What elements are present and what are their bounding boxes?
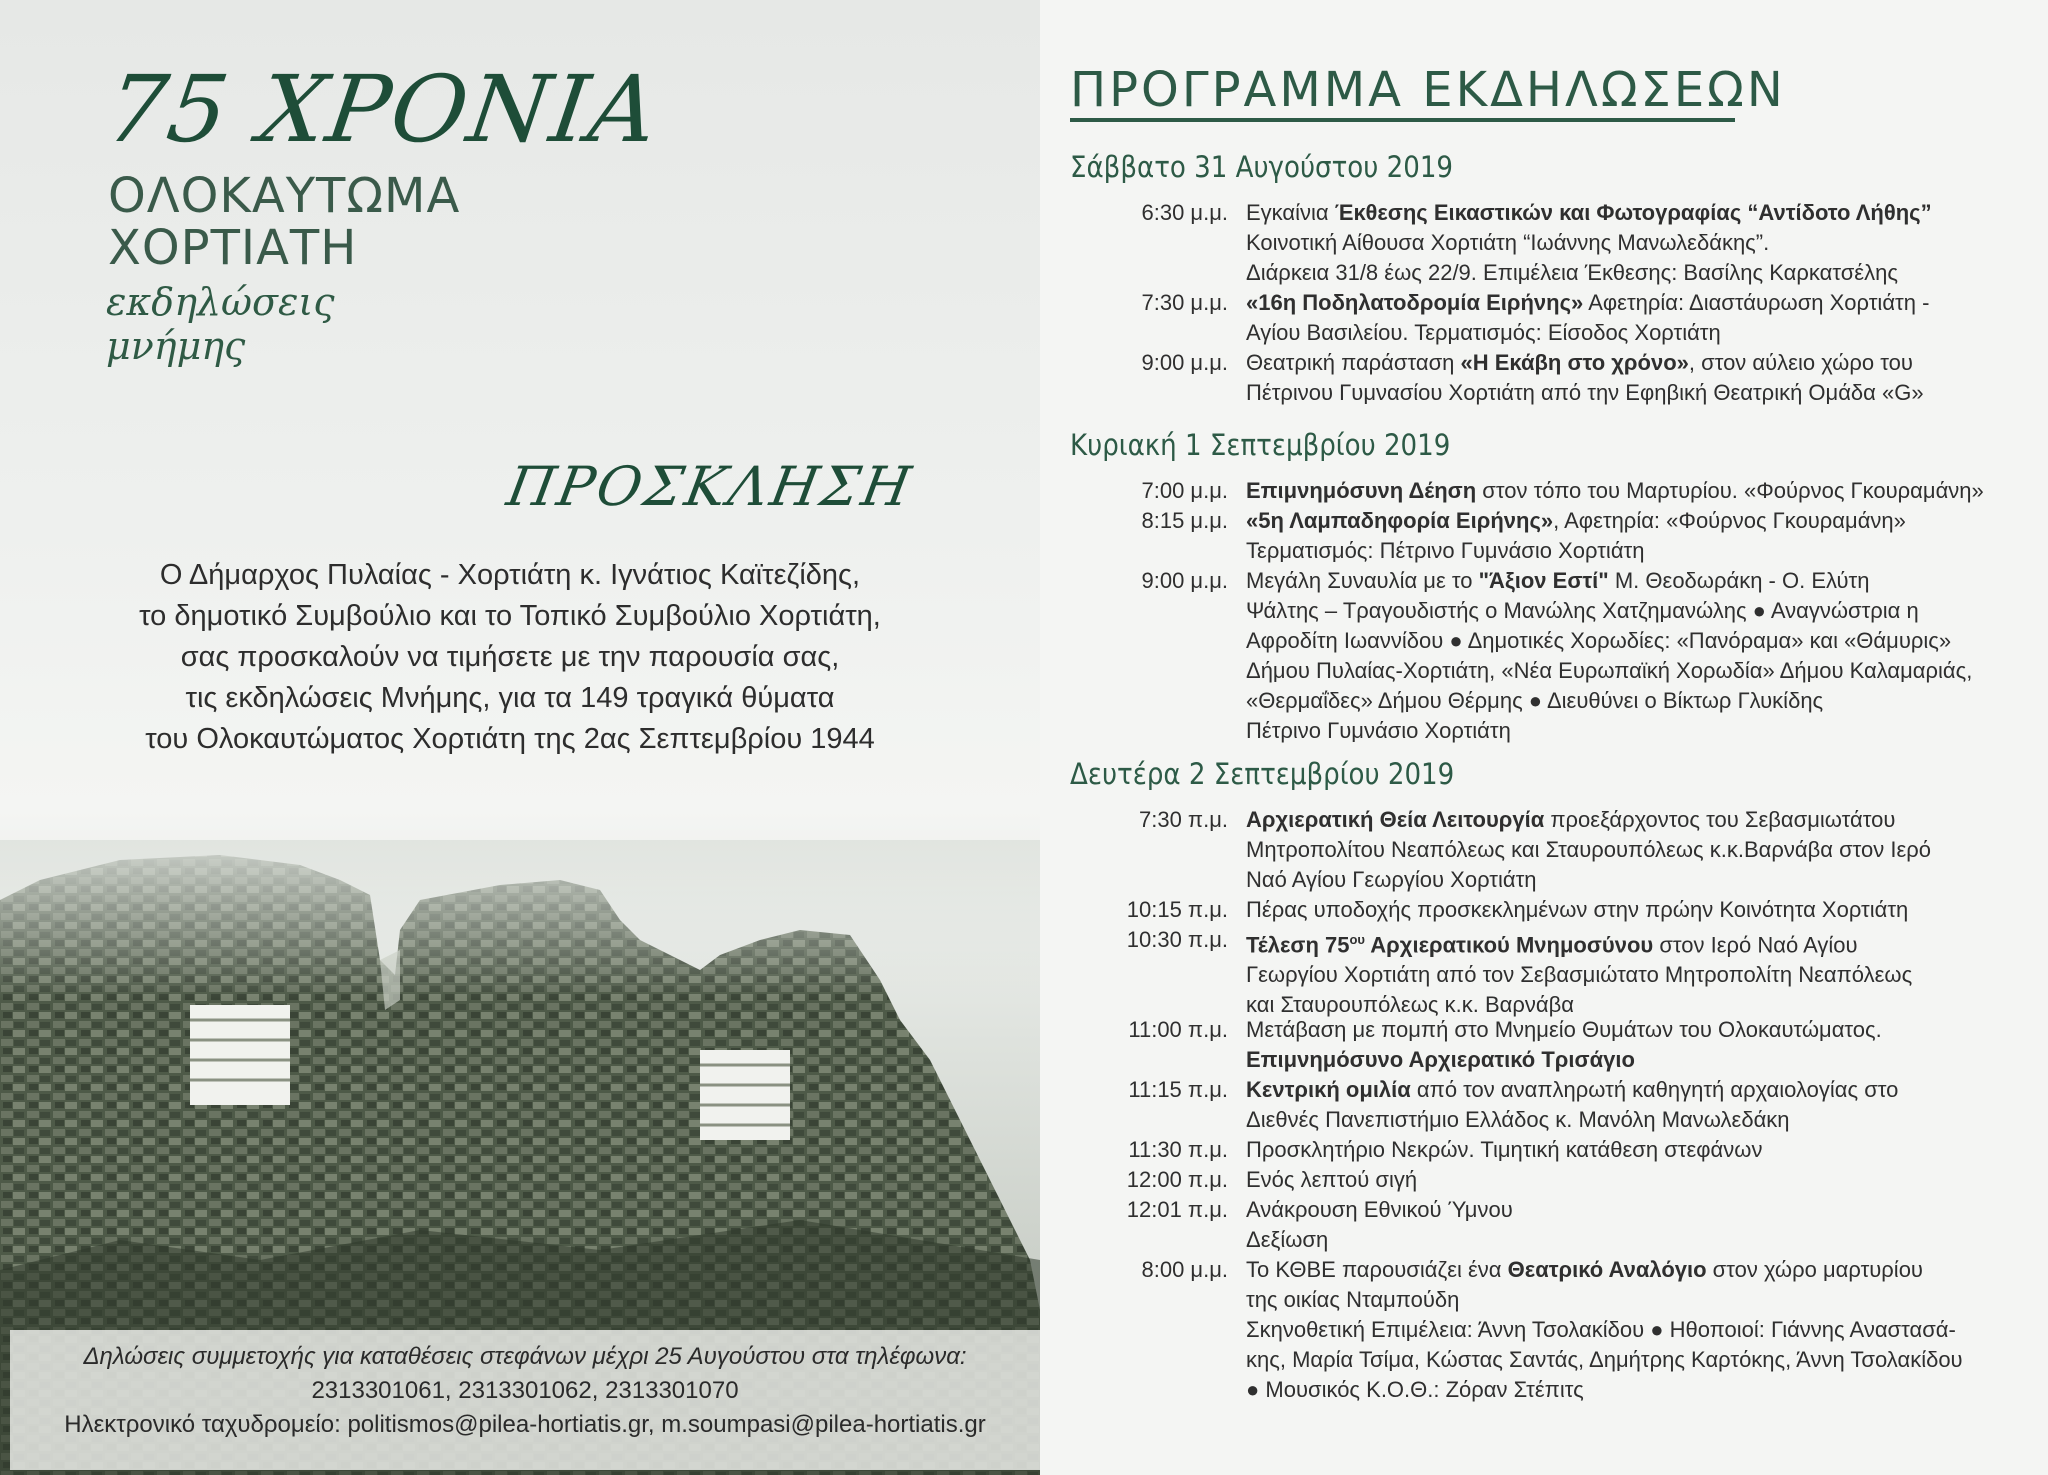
event-text-segment: Σκηνοθετική Επιμέλεια: Άννη Τσολακίδου ● Ηθοποιοί: Γιάννης Αναστασά- [1246,1317,1956,1342]
event-description-line [1246,1225,2046,1255]
event-text-segment: Ανάκρουση Εθνικού Ύμνου [1246,1197,1513,1222]
event-time: 9:00 μ.μ. [1141,350,1228,375]
event-description-line [1246,925,2046,960]
event-text-segment: Τέλεση 75 [1246,932,1350,958]
event-text-segment: Γεωργίου Χορτιάτη από τον Σεβασμιώτατο Μητροπολίτη Νεαπόλεως [1246,962,1913,988]
event-description-line [1246,378,2046,408]
event-text-segment: Τερματισμός: Πέτρινο Γυμνάσιο Χορτιάτη [1246,538,1645,563]
event-text-segment: Επιμνημόσυνο Αρχιερατικό Τρισάγιο [1246,1047,1635,1072]
event-description-line [1246,1345,2046,1375]
event-description-line [1246,626,2046,656]
event-row [1088,348,2028,408]
event-text-segment: Πέτρινου Γυμνασίου Χορτιάτη από την Εφηβική Θεατρική Ομάδα «G» [1246,380,1924,405]
event-row [1088,1015,2028,1075]
event-text-segment: Ναό Αγίου Γεωργίου Χορτιάτη [1246,867,1537,892]
event-text-segment: , Αφετηρία: «Φούρνος Γκουραμάνη» [1553,508,1906,533]
memory-line-1: εκδηλώσεις [106,280,335,324]
event-description-line [1246,1135,2046,1165]
event-text-segment: από τον αναπληρωτή καθηγητή αρχαιολογίας στο [1410,1077,1899,1102]
event-description-line [1246,1375,2046,1405]
event-text-segment: στον τόπο του Μαρτυρίου. «Φούρνος Γκουραμάνη» [1476,478,1984,503]
event-description [1246,288,2046,348]
event-description-line [1246,506,2046,536]
event-text-segment: Ενός λεπτού σιγή [1246,1167,1418,1192]
event-text-segment: Έκθεσης Εικαστικών και Φωτογραφίας “Αντίδοτο Λήθης” [1334,200,1932,225]
event-row [1088,506,2028,566]
event-text-segment: Θεατρική παράσταση [1246,350,1461,375]
event-time: 12:00 π.μ. [1126,1167,1228,1192]
event-row [1088,895,2028,925]
event-row [1088,198,2028,288]
event-time: 11:15 π.μ. [1128,1077,1228,1102]
event-description-line [1246,805,2046,835]
event-text-segment: «Θερμαΐδες» Δήμου Θέρμης ● Διευθύνει ο Βίκτωρ Γλυκίδης [1246,688,1824,713]
event-text-segment: Κοινοτική Αίθουσα Χορτιάτη “Ιωάννης Μανωλεδάκης”. [1246,230,1770,255]
memory-subtitle [106,280,335,368]
event-text-segment: Ψάλτης – Τραγουδιστής ο Μανώλης Χατζημανώλης ● Αναγνώστρια η [1246,598,1919,623]
event-row [1088,1165,2028,1195]
event-row [1088,1075,2028,1135]
event-row [1088,925,2028,1018]
event-text-segment: «5η Λαμπαδηφορία Ειρήνης» [1246,508,1554,533]
event-description-line [1246,1285,2046,1315]
event-text-segment: Αγίου Βασιλείου. Τερματισμός: Είσοδος Χορτιάτη [1246,320,1721,345]
event-time: 8:00 μ.μ. [1141,1257,1228,1282]
event-description-line [1246,476,2046,506]
day-heading: Δευτέρα 2 Σεπτεμβρίου 2019 [1070,757,1455,791]
event-text-segment: Μεγάλη Συναυλία με το [1246,568,1479,593]
event-row [1088,805,2028,895]
event-description [1246,895,2046,925]
event-description [1246,1195,2046,1255]
invitation-title: ΠΡΟΣΚΛΗΣΗ [502,455,919,518]
event-description-line [1246,566,2046,596]
event-description-line [1246,656,2046,686]
event-row [1088,1195,2028,1255]
program-title: ΠΡΟΓΡΑΜΜΑ ΕΚΔΗΛΩΣΕΩΝ [1070,62,1786,118]
invitation-line: το δημοτικό Συμβούλιο και το Τοπικό Συμβούλιο Χορτιάτη, [139,600,881,632]
event-description-line [1246,716,2046,746]
event-text-segment: Μ. Θεοδωράκη - Ο. Ελύτη [1608,568,1870,593]
event-description-line [1246,865,2046,895]
event-text-segment: Διάρκεια 31/8 έως 22/9. Επιμέλεια Έκθεσης: Βασίλης Καρκατσέλης [1246,260,1898,285]
event-row [1088,476,2028,506]
event-text-segment: Αρχιερατική Θεία Λειτουργία [1246,807,1545,832]
event-description [1246,1165,2046,1195]
holocaust-title [108,170,460,274]
event-text-segment: της οικίας Νταμπούδη [1246,1287,1460,1312]
event-description [1246,1015,2046,1075]
event-text-segment: Δεξίωση [1246,1227,1329,1252]
event-time: 10:30 π.μ. [1126,927,1228,952]
event-text-segment: Μητροπολίτου Νεαπόλεως και Σταυρουπόλεως κ.κ.Βαρνάβα στον Ιερό [1246,837,1932,862]
contact-phones: 2313301061, 2313301062, 2313301070 [311,1377,739,1404]
event-description-line [1246,1165,2046,1195]
contact-line-1: Δηλώσεις συμμετοχής για καταθέσεις στεφάνων μέχρι 25 Αυγούστου στα τηλέφωνα: [83,1343,967,1370]
event-time: 11:30 π.μ. [1128,1137,1228,1162]
event-time: 7:30 μ.μ. [1141,290,1228,315]
event-row [1088,566,2028,746]
day-heading: Κυριακή 1 Σεπτεμβρίου 2019 [1070,428,1451,462]
event-description [1246,348,2046,408]
event-description [1246,198,2046,288]
invitation-line: του Ολοκαυτώματος Χορτιάτη της 2ας Σεπτεμβρίου 1944 [145,723,875,755]
event-description-line [1246,596,2046,626]
invitation-line: σας προσκαλούν να τιμήσετε με την παρουσία σας, [180,641,840,673]
event-row [1088,288,2028,348]
contact-box [10,1330,1040,1470]
event-description-line [1246,348,2046,378]
event-description-line [1246,895,2046,925]
event-description [1246,1255,2046,1405]
event-description-line [1246,1015,2046,1045]
event-description [1246,566,2046,746]
event-text-segment: Επιμνημόσυνη Δέηση [1246,478,1477,503]
program-title-underline [1070,118,1735,122]
event-text-segment: Το ΚΘΒΕ παρουσιάζει ένα [1246,1257,1508,1282]
event-text-segment: Θεατρικό Αναλόγιο [1507,1257,1707,1282]
event-description [1246,1075,2046,1135]
holocaust-line-2: ΧΟΡΤΙΑΤΗ [108,220,358,276]
event-text-segment: Πέτρινο Γυμνάσιο Χορτιάτη [1246,718,1511,743]
event-text-segment: και Σταυρουπόλεως κ.κ. Βαρνάβα [1246,992,1574,1018]
day-heading: Σάββατο 31 Αυγούστου 2019 [1070,150,1454,184]
event-time: 6:30 μ.μ. [1141,200,1228,225]
event-description [1246,1135,2046,1165]
event-text-segment: , στον αύλειο χώρο του [1688,350,1913,375]
event-description [1246,476,2046,506]
event-text-segment: στον Ιερό Ναό Αγίου [1653,932,1858,958]
invitation-line: τις εκδηλώσεις Μνήμης, για τα 149 τραγικά θύματα [185,682,835,714]
event-description-line [1246,835,2046,865]
contact-emails: Ηλεκτρονικό ταχυδρομείο: politismos@pilea-hortiatis.gr, m.soumpasi@pilea-hortiatis.gr [64,1411,986,1438]
event-description-line [1246,228,2046,258]
event-time: 10:15 π.μ. [1126,897,1228,922]
event-time: 11:00 π.μ. [1128,1017,1228,1042]
event-description [1246,506,2046,566]
event-row [1088,1255,2028,1405]
event-text-segment: Αφετηρία: Διαστάυρωση Χορτιάτη - [1583,290,1930,315]
event-time: 12:01 π.μ. [1126,1197,1228,1222]
invitation-text [110,555,910,760]
event-row [1088,1135,2028,1165]
event-description-line [1246,960,2046,990]
event-text-segment: κης, Μαρία Τσίμα, Κώστας Σαντάς, Δημήτρης Καρτόκης, Άννη Τσολακίδου [1246,1347,1963,1372]
event-description-line [1246,288,2046,318]
event-description-line [1246,1315,2046,1345]
event-text-segment: στον χώρο μαρτυρίου [1706,1257,1923,1282]
event-text-segment: προεξάρχοντος του Σεβασμιωτάτου [1544,807,1896,832]
event-description-line [1246,198,2046,228]
right-panel [1040,0,2048,1475]
event-text-segment: Αρχιερατικού Μνημοσύνου [1365,932,1654,958]
event-time: 7:00 μ.μ. [1141,478,1228,503]
memory-line-2: μνήμης [106,324,246,368]
event-description-line [1246,1255,2046,1285]
event-text-segment: Πέρας υποδοχής προσκεκλημένων στην πρώην Κοινότητα Χορτιάτη [1246,897,1909,922]
event-time: 9:00 μ.μ. [1141,568,1228,593]
event-text-segment: Προσκλητήριο Νεκρών. Τιμητική κατάθεση στεφάνων [1246,1137,1763,1162]
event-description-line [1246,536,2046,566]
invitation-line: Ο Δήμαρχος Πυλαίας - Χορτιάτη κ. Ιγνάτιος Καϊτεζίδης, [159,559,861,591]
event-text-segment: Δήμου Πυλαίας-Χορτιάτη, «Νέα Ευρωπαϊκή Χορωδία» Δήμου Καλαμαριάς, [1246,658,1973,683]
event-description-line [1246,686,2046,716]
event-text-segment: Διεθνές Πανεπιστήμιο Ελλάδος κ. Μανόλη Μανωλεδάκη [1246,1107,1790,1132]
holocaust-line-1: ΟΛΟΚΑΥΤΩΜΑ [108,168,461,224]
event-description-line [1246,1075,2046,1105]
event-text-segment: ου [1349,932,1365,947]
event-text-segment: «16η Ποδηλατοδρομία Ειρήνης» [1246,290,1584,315]
event-description-line [1246,318,2046,348]
event-description [1246,925,2046,1020]
event-text-segment: «Η Εκάβη στο χρόνο» [1460,350,1689,375]
event-text-segment: "Άξιον Εστί" [1478,568,1609,593]
event-text-segment: Μετάβαση με πομπή στο Μνημείο Θυμάτων του Ολοκαυτώματος. [1246,1017,1882,1042]
event-description-line [1246,258,2046,288]
event-description [1246,805,2046,895]
event-description-line [1246,1105,2046,1135]
event-text-segment: Κεντρική ομιλία [1246,1077,1411,1102]
event-time: 8:15 μ.μ. [1141,508,1228,533]
event-time: 7:30 π.μ. [1138,807,1228,832]
years-title: 75 ΧΡΟΝΙΑ [100,56,667,163]
event-text-segment: Εγκαίνια [1246,200,1335,225]
event-description-line [1246,1195,2046,1225]
event-text-segment: ● Μουσικός Κ.Ο.Θ.: Ζόραν Στέπιτς [1246,1377,1584,1402]
event-description-line [1246,1045,2046,1075]
event-text-segment: Αφροδίτη Ιωαννίδου ● Δημοτικές Χορωδίες: «Πανόραμα» και «Θάμυρις» [1246,628,1952,653]
